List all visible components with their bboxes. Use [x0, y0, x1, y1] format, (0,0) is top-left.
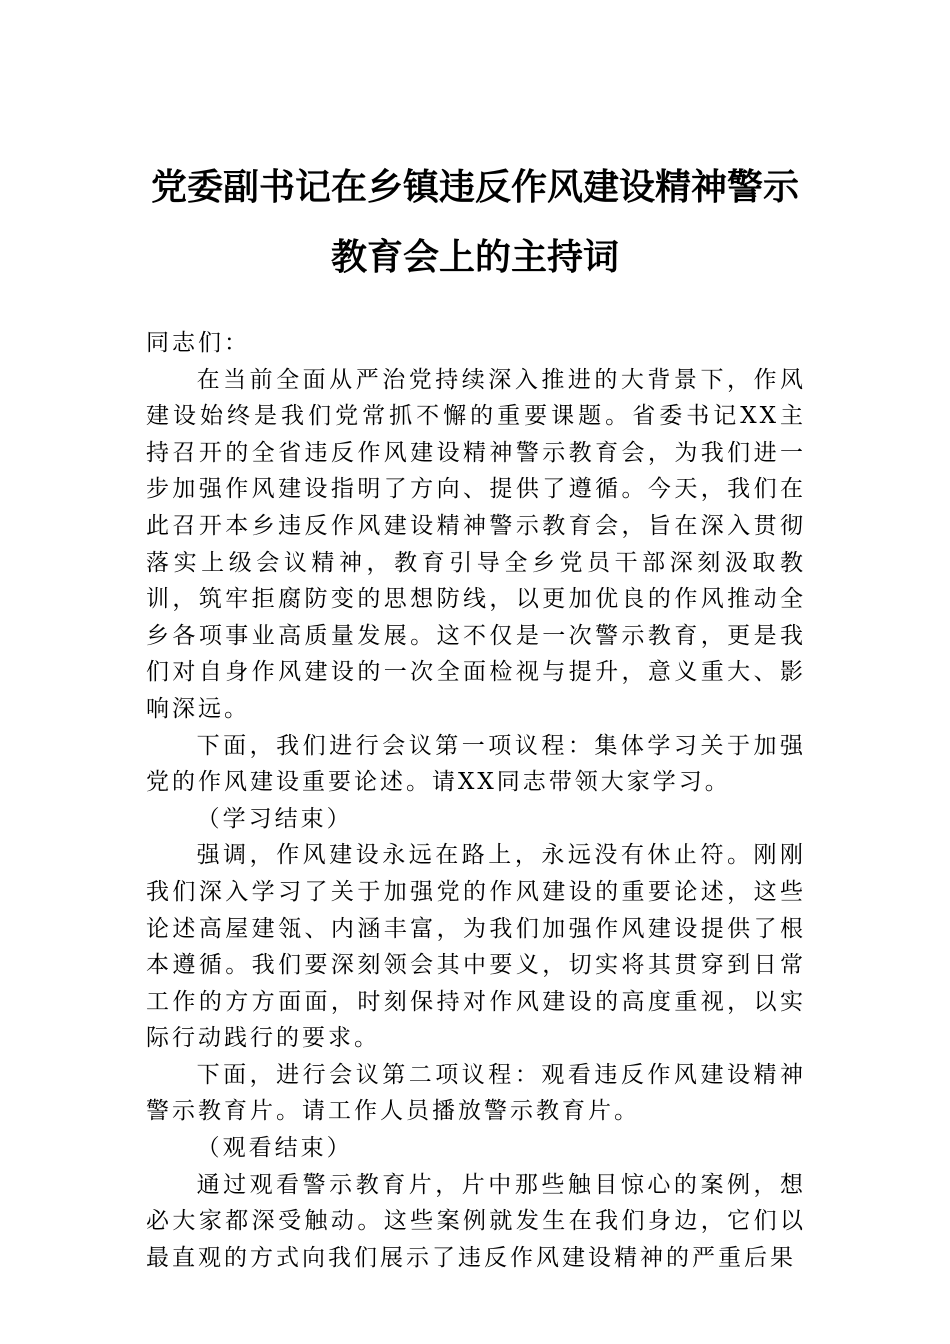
- title-line-2: 教育会上的主持词: [330, 236, 619, 278]
- paragraph-emphasis: 强调，作风建设永远在路上，永远没有休止符。刚刚我们深入学习了关于加强党的作风建设的重要论述，这些论述高屋建瓴、内涵丰富，为我们加强作风建设提供了根本遵循。我们要深刻领会其中要义，切实将其贯穿到日常工作的方方面面，时刻保持对作风建设的高度重视，以实际行动践行的要求。: [146, 842, 806, 1052]
- note-study-ended: （学习结束）: [196, 805, 353, 832]
- paragraph-agenda-2: 下面，进行会议第二项议程：观看违反作风建设精神警示教育片。请工作人员播放警示教育片。: [146, 1061, 806, 1125]
- note-viewing-ended: （观看结束）: [196, 1135, 353, 1162]
- paragraph-agenda-1: 下面，我们进行会议第一项议程：集体学习关于加强党的作风建设重要论述。请XX同志带领大家学习。: [146, 732, 806, 796]
- paragraph-reflection: 通过观看警示教育片，片中那些触目惊心的案例，想必大家都深受触动。这些案例就发生在我们身边，它们以最直观的方式向我们展示了违反作风建设精神的严重后果: [146, 1171, 806, 1271]
- salutation: 同志们：: [146, 330, 250, 356]
- document-title: [0, 152, 950, 292]
- document-body: [146, 325, 806, 1276]
- title-line-1: 党委副书记在乡镇违反作风建设精神警示: [150, 166, 799, 208]
- paragraph-opening: 在当前全面从严治党持续深入推进的大背景下，作风建设始终是我们党常抓不懈的重要课题。省委书记XX主持召开的全省违反作风建设精神警示教育会，为我们进一步加强作风建设指明了方向、提供了遵循。今天，我们在此召开本乡违反作风建设精神警示教育会，旨在深入贯彻落实上级会议精神，教育引导全乡党员干部深刻汲取教训，筑牢拒腐防变的思想防线，以更加优良的作风推动全乡各项事业高质量发展。这不仅是一次警示教育，更是我们对自身作风建设的一次全面检视与提升，意义重大、影响深远。: [146, 366, 806, 722]
